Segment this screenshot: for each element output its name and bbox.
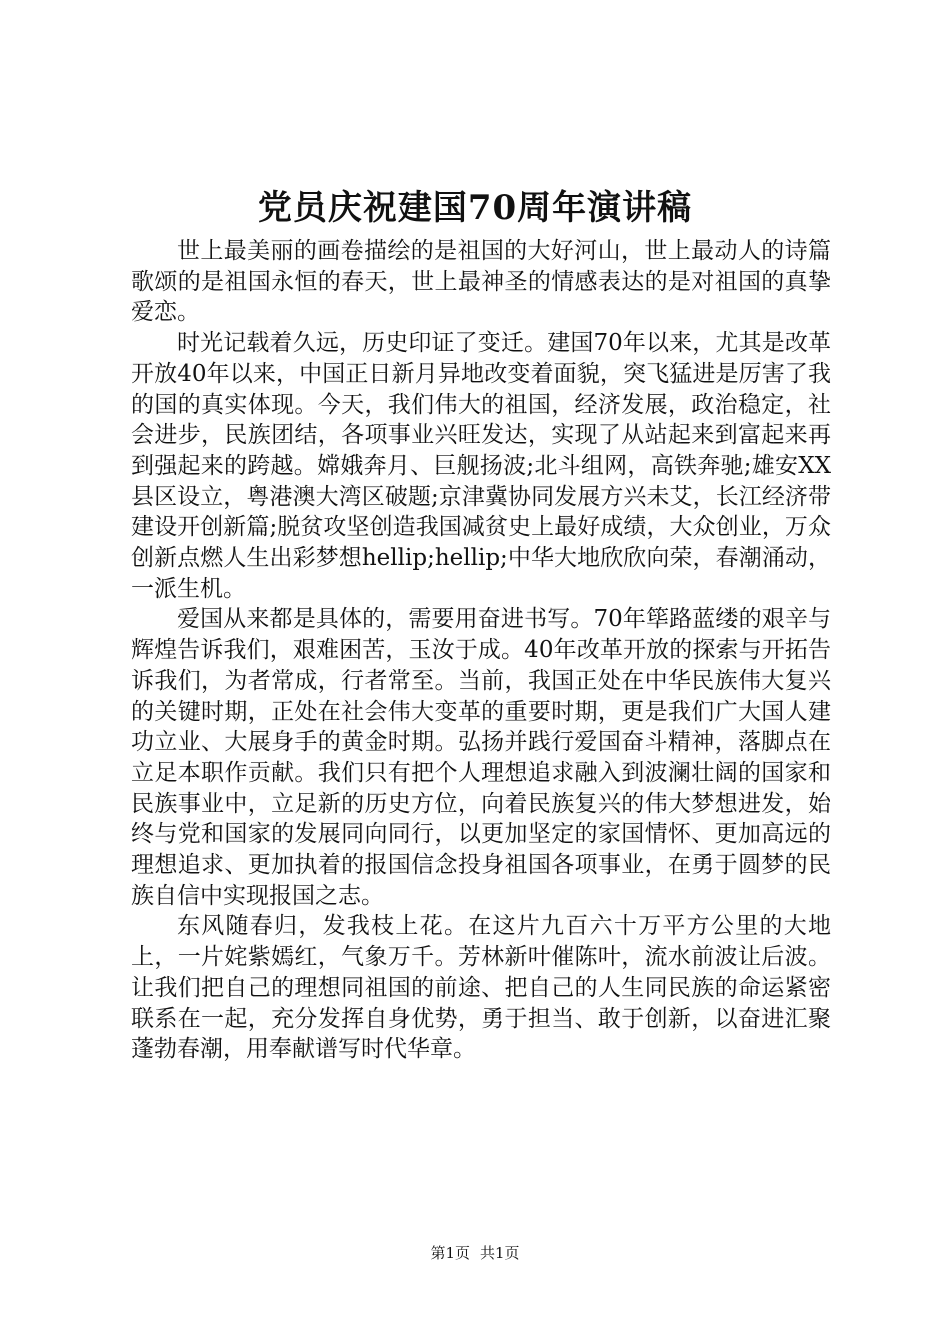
- page-number: 第1页: [430, 1244, 470, 1262]
- paragraph: 世上最美丽的画卷描绘的是祖国的大好河山，世上最动人的诗篇歌颂的是祖国永恒的春天，世上最神圣的情感表达的是对祖国的真挚爱恋。: [131, 238, 831, 326]
- paragraph: 爱国从来都是具体的，需要用奋进书写。70年筚路蓝缕的艰辛与辉煌告诉我们，艰难困苦，玉汝于成。40年改革开放的探索与开拓告诉我们，为者常成，行者常至。当前，我国正处在中华民族伟大复兴的关键时期，正处在社会伟大变革的重要时期，更是我们广大国人建功立业、大展身手的黄金时期。弘扬并践行爱国奋斗精神，落脚点在立足本职作贡献。我们只有把个人理想追求融入到波澜壮阔的国家和民族事业中，立足新的历史方位，向着民族复兴的伟大梦想进发，始终与党和国家的发展同向同行，以更加坚定的家国情怀、更加高远的理想追求、更加执着的报国信念投身祖国各项事业，在勇于圆梦的民族自信中实现报国之志。: [131, 606, 831, 909]
- page-footer: [0, 1243, 950, 1263]
- document-body: [131, 236, 831, 1065]
- document-title: 党员庆祝建国70周年演讲稿: [257, 188, 693, 228]
- paragraph: 时光记载着久远，历史印证了变迁。建国70年以来，尤其是改革开放40年以来，中国正日新月异地改变着面貌，突飞猛进是厉害了我的国的真实体现。今天，我们伟大的祖国，经济发展，政治稳定，社会进步，民族团结，各项事业兴旺发达，实现了从站起来到富起来再到强起来的跨越。嫦娥奔月、巨舰扬波;北斗组网，高铁奔驰;雄安XX县区设立，粤港澳大湾区破题;京津冀协同发展方兴未艾，长江经济带建设开创新篇;脱贫攻坚创造我国减贫史上最好成绩，大众创业，万众创新点燃人生出彩梦想hellip;hellip;中华大地欣欣向荣，春潮涌动，一派生机。: [131, 330, 831, 602]
- page-total: 共1页: [480, 1244, 520, 1262]
- paragraph: 东风随春归，发我枝上花。在这片九百六十万平方公里的大地上，一片姹紫嫣红，气象万千。芳林新叶催陈叶，流水前波让后波。让我们把自己的理想同祖国的前途、把自己的人生同民族的命运紧密联系在一起，充分发挥自身优势，勇于担当、敢于创新，以奋进汇聚蓬勃春潮，用奉献谱写时代华章。: [131, 913, 831, 1063]
